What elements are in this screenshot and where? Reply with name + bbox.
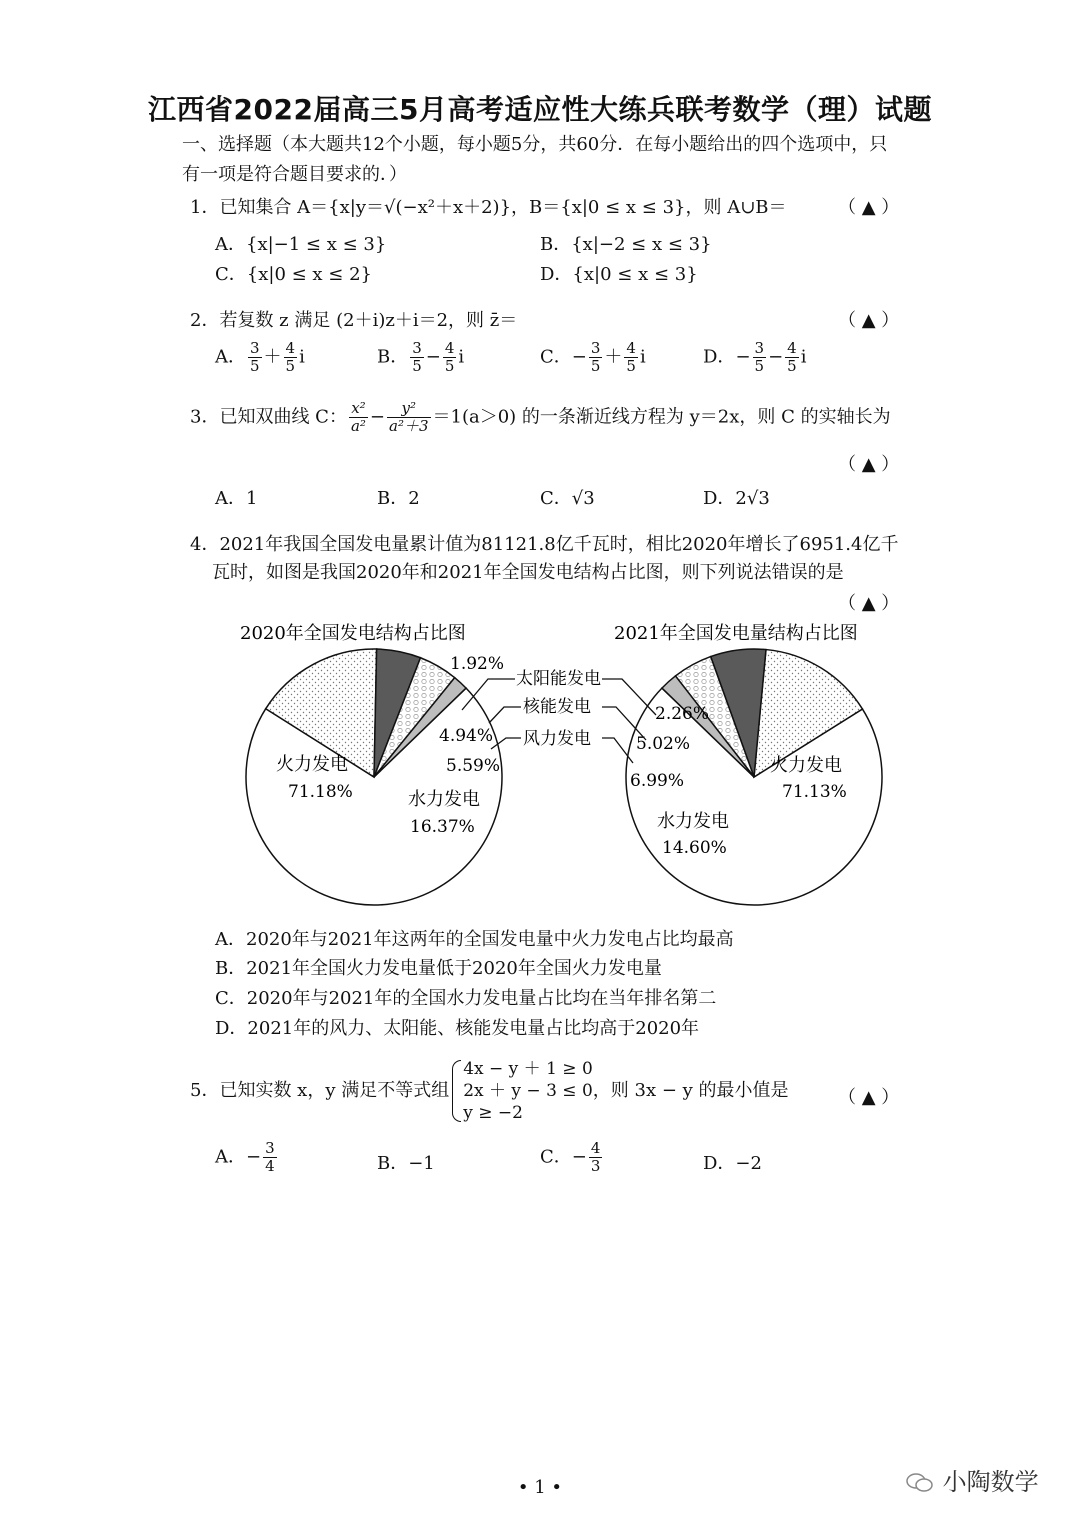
q3-option-a: A．1 (215, 488, 258, 509)
question-2-stem: 2．若复数 z 满足 (2＋i)z＋i＝2，则 z̄＝ (190, 310, 518, 331)
q2-option-a: A． $\frac{3}{5}$ ＋ $\frac{4}{5}$ i (215, 339, 305, 375)
q1-option-c: C．{x|0 ≤ x ≤ 2} (215, 264, 372, 285)
q3-option-c: C．√3 (540, 488, 595, 509)
q4-option-a: A．2020年与2021年这两年的全国发电量中火力发电占比均最高 (215, 929, 734, 950)
pie-2020 (246, 649, 505, 905)
q3-option-b: B．2 (377, 488, 420, 509)
q5-option-d: D．−2 (703, 1153, 762, 1174)
answer-mark-1: （ ▲ ） (838, 197, 900, 218)
pie-2021-label-fire: 火力发电 (770, 755, 842, 776)
pie-2020-value-fire: 71.18% (288, 782, 353, 802)
q3-option-d: D．2√3 (703, 488, 770, 509)
pie-2021-label-water: 水力发电 (657, 811, 729, 832)
page-number: • 1 • (517, 1477, 563, 1498)
q1-option-a: A．{x|−1 ≤ x ≤ 3} (215, 234, 387, 255)
question-3-stem: 3．已知双曲线 C： $\frac{\text{x²}}{\text{a²}}$ − $\frac{\text{y²}}{\text{a²＋3}}$ ＝1(a＞0) 的一条渐近线方程为 y＝2x，则 C 的实轴长为 (190, 399, 891, 435)
q5-option-b: B．−1 (377, 1153, 435, 1174)
pie-charts (236, 615, 886, 915)
pie-2020-value-wind: 5.59% (446, 756, 501, 776)
legend-nuclear: 核能发电 (523, 697, 591, 717)
q4-option-b: B．2021年全国火力发电量低于2020年全国火力发电量 (215, 958, 662, 979)
pie-2021-value-fire: 71.13% (782, 782, 847, 802)
pie-2021-title: 2021年全国发电量结构占比图 (614, 623, 858, 644)
answer-mark-3: （ ▲ ） (838, 454, 900, 475)
q1-option-d: D．{x|0 ≤ x ≤ 3} (540, 264, 698, 285)
pie-2021-value-solar: 2.26% (655, 704, 710, 724)
section-instructions: 一、选择题（本大题共12个小题，每小题5分，共60分．在每小题给出的四个选项中，只有一项是符合题目要求的．） (182, 134, 888, 185)
pie-2021-value-wind: 6.99% (630, 771, 685, 791)
watermark-text: 小陶数学 (942, 1468, 1039, 1496)
question-4-line1: 4．2021年我国全国发电量累计值为81121.8亿千瓦时，相比2020年增长了6951.4亿千 (190, 534, 899, 555)
q2-option-d: D．− $\frac{3}{5}$ − $\frac{4}{5}$ i (703, 339, 807, 375)
q2-option-b: B． $\frac{3}{5}$ − $\frac{4}{5}$ i (377, 339, 465, 375)
q5-option-a: A．− $\frac{3}{4}$ (215, 1139, 275, 1175)
pie-2021-value-water: 14.60% (662, 838, 727, 858)
pie-2020-value-water: 16.37% (410, 817, 475, 837)
pie-2020-label-fire: 火力发电 (276, 754, 348, 775)
q1-option-b: B．{x|−2 ≤ x ≤ 3} (540, 234, 712, 255)
wechat-icon (905, 1471, 935, 1495)
q2-option-c: C．− $\frac{3}{5}$ ＋ $\frac{4}{5}$ i (540, 339, 646, 375)
q5-option-c: C．− $\frac{4}{3}$ (540, 1139, 601, 1175)
answer-mark-4: （ ▲ ） (838, 593, 900, 614)
question-5-stem: 5．已知实数 x，y 满足不等式组 4x − y ＋ 1 ≥ 0 2x ＋ y − 3 ≤ 0 y ≥ −2 ，则 3x − y 的最小值是 (190, 1059, 789, 1123)
pie-2020-title: 2020年全国发电结构占比图 (240, 623, 466, 644)
pie-2020-label-water: 水力发电 (408, 789, 480, 810)
answer-mark-2: （ ▲ ） (838, 310, 900, 331)
inequality-system: 4x − y ＋ 1 ≥ 0 2x ＋ y − 3 ≤ 0 y ≥ −2 (449, 1058, 593, 1124)
pie-2020-value-nuclear: 4.94% (439, 726, 494, 746)
q4-option-d: D．2021年的风力、太阳能、核能发电量占比均高于2020年 (215, 1018, 700, 1039)
exam-title: 江西省2022届高三5月高考适应性大练兵联考数学（理）试题 (148, 93, 932, 126)
answer-mark-5: （ ▲ ） (838, 1087, 900, 1108)
q4-option-c: C．2020年与2021年的全国水力发电量占比均在当年排名第二 (215, 988, 717, 1009)
pie-2021-value-nuclear: 5.02% (636, 734, 691, 754)
question-1-stem: 1．已知集合 A＝{x|y＝√(−x²＋x＋2)}，B＝{x|0 ≤ x ≤ 3}，则 A∪B＝ (190, 197, 787, 218)
question-4-line2: 瓦时，如图是我国2020年和2021年全国发电结构占比图，则下列说法错误的是 (212, 562, 844, 583)
watermark (905, 1462, 1039, 1497)
legend-solar: 太阳能发电 (516, 669, 601, 689)
pie-2020-value-solar: 1.92% (450, 654, 505, 674)
legend-wind: 风力发电 (523, 729, 591, 749)
